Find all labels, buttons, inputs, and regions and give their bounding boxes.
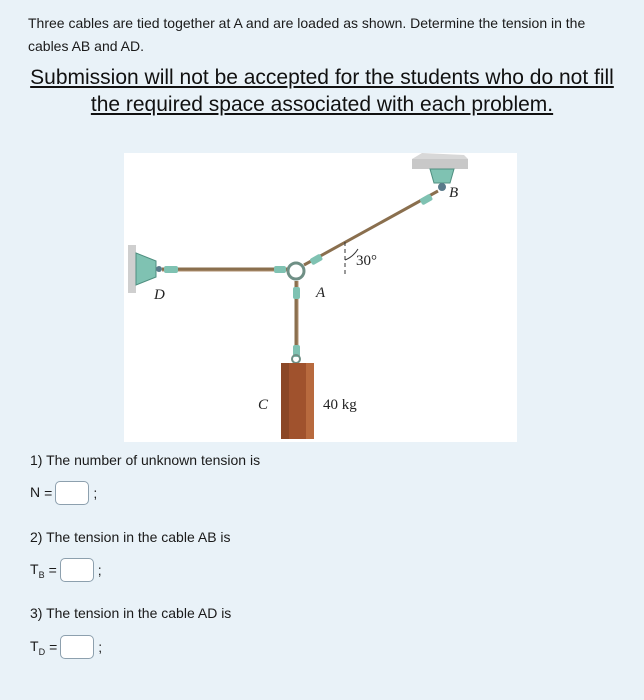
label-angle: 30°	[356, 253, 377, 269]
question-2: 2) The tension in the cable AB is	[30, 529, 231, 545]
answer-3-symbol: $T_D$	[30, 637, 46, 657]
label-B: B	[449, 185, 459, 201]
problem-statement: Three cables are tied together at A and are loaded as shown. Determine the tension in the cables AB and AD.	[28, 15, 586, 54]
label-D: D	[154, 287, 165, 303]
answer-row-2	[30, 557, 102, 583]
answer-1-input[interactable]	[55, 481, 89, 505]
answer-1-equals: =	[44, 485, 53, 501]
weight-block	[281, 363, 314, 439]
answer-3-suffix: ;	[98, 639, 103, 655]
answer-row-1	[30, 480, 97, 506]
answer-3-input[interactable]	[60, 635, 94, 659]
question-1: 1) The number of unknown tension is	[30, 452, 261, 468]
label-C: C	[258, 397, 269, 413]
question-3: 3) The tension in the cable AD is	[30, 605, 232, 621]
answer-2-input[interactable]	[60, 558, 94, 582]
answer-1-suffix: ;	[93, 485, 98, 501]
answer-1-symbol: N	[30, 483, 41, 500]
cables	[162, 191, 438, 363]
answer-2-symbol: $T_B$	[30, 560, 45, 580]
label-mass: 40 kg	[323, 397, 357, 413]
answer-row-3	[30, 634, 102, 660]
label-A: A	[316, 285, 326, 301]
answer-2-equals: =	[48, 562, 57, 578]
answer-2-suffix: ;	[97, 562, 102, 578]
ceiling-support-B	[412, 153, 468, 191]
wall-support-D	[128, 245, 162, 293]
problem-figure	[124, 153, 517, 442]
answer-3-equals: =	[49, 639, 58, 655]
cable-diagram	[124, 153, 517, 442]
submission-warning: Submission will not be accepted for the students who do not fill the required space associated with each problem.	[30, 66, 614, 116]
